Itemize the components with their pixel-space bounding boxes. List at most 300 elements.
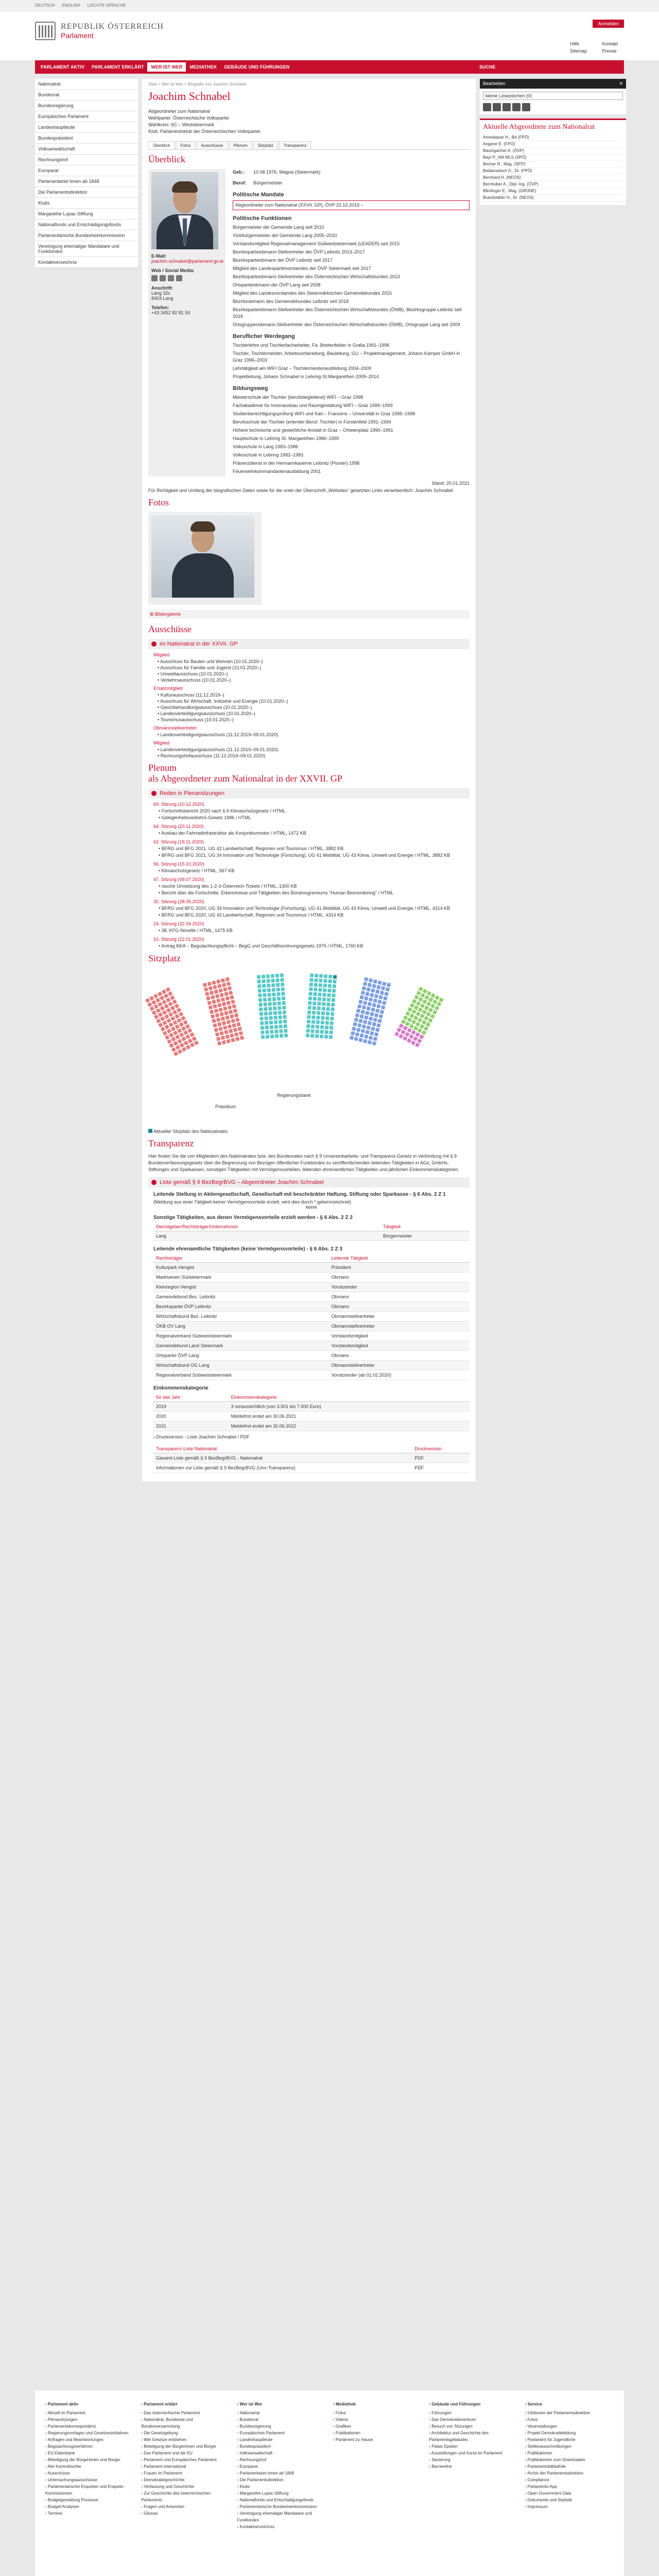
- tab1-empty: keine: [306, 1205, 317, 1210]
- logo-line1: REPUBLIK ÖSTERREICH: [61, 22, 164, 31]
- footer-link[interactable]: › Verfassung und Geschichte: [141, 2483, 230, 2490]
- footer-link[interactable]: › Fotos: [525, 2416, 614, 2423]
- seat: [227, 1020, 231, 1024]
- speech-item[interactable]: • Ausbau der Fahrradinfrastruktur als Konjunkturmotor / HTML, 1472 KB: [159, 830, 470, 836]
- committee-item[interactable]: • Landesverteidigungsausschuss (11.12.2019–09.01.2020): [158, 747, 470, 752]
- seat: [325, 1021, 329, 1025]
- seat: [280, 978, 284, 981]
- footer-heading[interactable]: › Service: [525, 2401, 614, 2408]
- speech-item[interactable]: • Klimaschutzgesetz / HTML, 567 KB: [159, 868, 470, 874]
- footer-link[interactable]: › Wie Gesetze entstehen: [141, 2436, 230, 2443]
- footer-link[interactable]: › Landeshauptleute: [237, 2436, 326, 2443]
- tab4-title: Einkommenskategorie: [153, 1385, 209, 1391]
- table-cell: Vorsitzender: [329, 1282, 470, 1292]
- table-row: [153, 1282, 470, 1292]
- tab-fotos[interactable]: Fotos: [176, 141, 195, 149]
- left-nav: [35, 79, 138, 1481]
- press-link[interactable]: Presse: [602, 48, 617, 54]
- footer-link[interactable]: › Publikationen: [333, 2430, 422, 2436]
- seat-block: [350, 977, 391, 1046]
- seat: [272, 1002, 276, 1005]
- seat: [263, 1003, 267, 1006]
- portrait-image: [151, 172, 218, 249]
- nav-gebaeude[interactable]: GEBÄUDE UND FÜHRUNGEN: [224, 64, 290, 70]
- footer-heading[interactable]: › Mediathek: [333, 2401, 422, 2408]
- seat-block: [145, 987, 199, 1056]
- seat: [376, 1004, 380, 1008]
- footer-link[interactable]: › Termine: [45, 2510, 134, 2517]
- facebook-icon[interactable]: [168, 275, 174, 281]
- photo-gallery-image[interactable]: [148, 512, 262, 605]
- seat: [194, 1040, 199, 1045]
- seat: [222, 1040, 226, 1044]
- footer-link[interactable]: › Parlamentarische Bundesheerkommission: [237, 2503, 326, 2510]
- seat: [310, 1034, 314, 1038]
- footer-link[interactable]: › Das österreichische Parlament: [141, 2410, 230, 2416]
- table-row: [153, 1292, 470, 1302]
- table-cell: Regionalverband Südweststeiermark: [153, 1331, 329, 1341]
- pf-item: Ortsgruppenobmann-Stellvertreter des Österreichischen Wirtschaftsbundes (ÖWB), Ortsgruppe Lang seit 2009: [233, 322, 460, 327]
- seat: [327, 998, 331, 1002]
- session-date[interactable]: 24. Sitzung (22.04.2020): [153, 921, 204, 926]
- footer-link[interactable]: › Europarat: [237, 2463, 326, 2470]
- bi-item: Präsenzdienst in der Hermannkaserne Leibnitz (Pionier) 1998: [233, 461, 360, 466]
- seat: [278, 1015, 282, 1019]
- seat: [239, 1031, 243, 1035]
- seat: [313, 997, 317, 1001]
- seat: [357, 1004, 361, 1008]
- member-item[interactable]: Angerer E. (FPÖ): [483, 141, 623, 148]
- left-nav-item[interactable]: Parlamentarische Bundesheerkommission: [35, 230, 138, 241]
- login-button[interactable]: Anmelden: [593, 20, 624, 28]
- table-cell: 2021: [153, 1421, 229, 1431]
- seat: [329, 1035, 333, 1039]
- footer-link[interactable]: › Anfragen und Beantwortungen: [45, 2436, 134, 2443]
- table-cell: 2019: [153, 1402, 229, 1412]
- speech-item[interactable]: • BFRG und BFG 2020, UG 42 Landwirtschaft, Regionen und Tourismus / HTML, 4314 KB: [159, 912, 470, 918]
- left-nav-item[interactable]: Klubs: [35, 198, 138, 209]
- seat: [415, 1043, 420, 1047]
- seat: [362, 986, 366, 990]
- table-header: Rechtsträger: [153, 1254, 329, 1263]
- bookmark-select[interactable]: kleine Lesezeichen (0): [483, 92, 623, 100]
- footer-link[interactable]: › Parlamentarische Enqueten und Enquete-Kommissionen: [45, 2483, 134, 2497]
- footer-link[interactable]: › Ausschüsse: [45, 2470, 134, 2477]
- seat: [356, 1028, 360, 1032]
- footer-link[interactable]: › Sanierung: [429, 2456, 517, 2463]
- seat: [182, 1047, 186, 1052]
- footer-link[interactable]: › Alle Kontrollrechte: [45, 2463, 134, 2470]
- footer-link[interactable]: › Parlaments-App: [525, 2483, 614, 2490]
- pf-item: Bezirksparteiobmann-Stellvertreter der ÖVP Leibnitz 2013–2017: [233, 249, 365, 255]
- tab-ausschuesse[interactable]: Ausschüsse: [196, 141, 228, 149]
- seat: [257, 984, 261, 988]
- seat: [369, 997, 373, 1002]
- seat: [258, 993, 262, 997]
- logo[interactable]: [35, 22, 624, 40]
- seat: [270, 1030, 273, 1033]
- twitter-icon[interactable]: [160, 275, 166, 281]
- seat: [324, 1035, 328, 1039]
- committee-item[interactable]: • Gleichbehandlungsausschuss (10.01.2020–): [158, 705, 470, 710]
- session-date[interactable]: 64. Sitzung (20.11.2020): [153, 824, 204, 829]
- table-cell: Obmann: [329, 1292, 470, 1302]
- member-item[interactable]: Bernhard H. (NEOS): [483, 175, 623, 181]
- seat: [373, 1018, 377, 1022]
- left-nav-item[interactable]: Rechnungshof: [35, 155, 138, 165]
- seat: [353, 1022, 357, 1026]
- seat: [223, 1025, 227, 1029]
- footer-link[interactable]: › Demokratiegeschichte: [141, 2477, 230, 2483]
- pf-item: Bezirksparteiobmann-Stellvertreter des Österreichischen Wirtschaftsbundes (ÖWB), Bezirksgruppe Leibnitz seit 2018: [233, 307, 462, 319]
- footer-link[interactable]: › Parlament zu Hause: [333, 2436, 422, 2443]
- tab-ueberblick[interactable]: Überblick: [148, 141, 175, 149]
- footer-link[interactable]: › Stellenausschreibungen: [525, 2443, 614, 2450]
- footer-heading[interactable]: › Parlament erklärt: [141, 2401, 230, 2408]
- footer-link[interactable]: › Vereinigung ehemaliger Mandatare und Funktionäre: [237, 2510, 326, 2523]
- committee-item[interactable]: • Kulturausschuss (11.12.2019–): [158, 692, 470, 698]
- footer-link[interactable]: › Europäisches Parlament: [237, 2430, 326, 2436]
- seat: [417, 1039, 422, 1043]
- footer-link[interactable]: › Budgetgestaltung Prozesse: [45, 2497, 134, 2503]
- footer-link[interactable]: › EU-Datenbank: [45, 2450, 134, 2456]
- committee-group: [148, 725, 470, 737]
- footer-link[interactable]: › Palais Epstein: [429, 2443, 517, 2450]
- member-item[interactable]: Bernhuber A., Dipl.-Ing. (ÖVP): [483, 181, 623, 188]
- table-cell: Vorstandsmitglied: [329, 1341, 470, 1351]
- seat: [357, 1023, 361, 1027]
- seat: [222, 1002, 226, 1006]
- seat: [284, 1024, 287, 1028]
- speech-item[interactable]: • rasche Umsetzung des 1-2-3-Österreich-Tickets / HTML, 1300 KB: [159, 883, 470, 889]
- footer-link[interactable]: › Besuch von Sitzungen: [429, 2423, 517, 2430]
- footer-link[interactable]: › Parlament für Jugendliche: [525, 2436, 614, 2443]
- footer-link[interactable]: › Untersuchungsausschüsse: [45, 2477, 134, 2483]
- birth-value: 10.08.1976, Wagna (Steiermark): [253, 170, 321, 175]
- footer-link[interactable]: › Impressum: [525, 2503, 614, 2510]
- speech-item[interactable]: • 38. KFG-Novelle / HTML, 1475 KB: [159, 927, 470, 934]
- table-row: [153, 1402, 470, 1412]
- seat: [308, 1006, 311, 1009]
- seat: [272, 993, 275, 996]
- seat: [282, 1001, 285, 1005]
- committee-item[interactable]: • Ausschuss für Wirtschaft, Industrie und Energie (10.01.2020–): [158, 699, 470, 704]
- facebook-icon[interactable]: [512, 103, 521, 111]
- footer-heading[interactable]: › Wer ist Wer: [237, 2401, 326, 2408]
- seat: [321, 1021, 324, 1024]
- footer-link[interactable]: › Fragen und Antworten: [141, 2503, 230, 2510]
- seat: [225, 977, 229, 981]
- left-nav-item[interactable]: Europäisches Parlament: [35, 111, 138, 122]
- tab1-sub: (Meldung aus einer Tätigkeit keiner Vermögensvorteile erzielt, wird dies durch * gekennzeichnet): [153, 1199, 352, 1205]
- seat: [333, 979, 336, 983]
- committee-item[interactable]: • Verkehrsausschuss (10.01.2020–): [158, 677, 470, 683]
- seat: [207, 1001, 211, 1005]
- page-title: Joachim Schnabel: [148, 90, 231, 103]
- close-icon[interactable]: ✕: [619, 81, 623, 86]
- footer-link[interactable]: › Volksanwaltschaft: [237, 2450, 326, 2456]
- seat: [224, 1011, 228, 1015]
- member-item[interactable]: Brandstätter H., Dr. (NEOS): [483, 195, 623, 201]
- footer-link[interactable]: › Nationalrat, Bundesrat und Bundesversammlung: [141, 2416, 230, 2430]
- footer-link[interactable]: › Die Gesetzgebung: [141, 2430, 230, 2436]
- committee-item[interactable]: • Rechnungshofausschuss (11.12.2019–09.01.2020): [158, 753, 470, 758]
- subline-party: Wahlpartei: Österreichische Volkspartei: [148, 115, 229, 121]
- footer-link[interactable]: › Nationalrat: [237, 2410, 326, 2416]
- seat: [317, 1011, 320, 1014]
- left-nav-item[interactable]: Die Parlamentsdirektion: [35, 187, 138, 198]
- left-nav-item[interactable]: Landeshauptleute: [35, 122, 138, 133]
- footer-link[interactable]: › Parlamentsbibliothek: [525, 2463, 614, 2470]
- seat-legend: [148, 1129, 470, 1134]
- footer-link[interactable]: › Bundespräsident: [237, 2443, 326, 2450]
- pf-item: Bezirksobmann des Gemeindebundes Leibnitz seit 2018: [233, 299, 349, 304]
- bi-item: Hauptschule in Lebring St. Margarethen 1986–1990: [233, 436, 339, 441]
- left-nav-item[interactable]: Volksanwaltschaft: [35, 144, 138, 155]
- left-nav-item[interactable]: Nationalrat: [35, 79, 138, 90]
- member-item[interactable]: Belakowitsch D., Dr. (FPÖ): [483, 168, 623, 175]
- liste-heading[interactable]: [148, 1177, 470, 1188]
- left-nav-item[interactable]: Parlamentarier:innen ab 1848: [35, 176, 138, 187]
- seat: [368, 982, 372, 987]
- seat: [372, 1041, 376, 1045]
- seat: [359, 995, 363, 999]
- footer-link[interactable]: › Die Parlamentsdirektion: [237, 2477, 326, 2483]
- table-cell: PDF: [412, 1453, 470, 1463]
- footer-link[interactable]: › Margarethe Lupac-Stiftung: [237, 2490, 326, 2497]
- table-cell: Vorsitzender (ab 01.02.2020): [329, 1370, 470, 1380]
- seat: [266, 979, 270, 982]
- footer-link[interactable]: › Budget-Analysen: [45, 2503, 134, 2510]
- speech-item[interactable]: • BFRG und BFG 2020, UG 34 Innovation und Technologie (Forschung), UG 41 Mobilität, UG 43 Klima, Umwelt und Energie / HTML, 4314 KB: [159, 905, 470, 911]
- seat: [366, 1006, 370, 1010]
- mail-icon[interactable]: [493, 103, 501, 111]
- footer-link[interactable]: › Archiv der Parlamentsdirektion: [525, 2470, 614, 2477]
- footer-link[interactable]: › Videos: [333, 2416, 422, 2423]
- seat: [369, 1036, 373, 1040]
- footer-link[interactable]: › Bundesrat: [237, 2416, 326, 2423]
- seat: [257, 975, 261, 978]
- seat: [218, 1027, 222, 1031]
- seat: [265, 1030, 269, 1034]
- seat: [229, 1010, 233, 1014]
- footer-link[interactable]: › Open Government Data: [525, 2490, 614, 2497]
- search-button[interactable]: SUCHE: [476, 64, 499, 70]
- nav-parlament-aktiv[interactable]: PARLAMENT AKTIV: [41, 64, 84, 70]
- footer-link[interactable]: › Bundesregierung: [237, 2423, 326, 2430]
- left-nav-item[interactable]: Bundesregierung: [35, 100, 138, 111]
- contact-link[interactable]: Kontakt: [602, 41, 618, 46]
- footer-link[interactable]: › Regierungsvorlagen und Gesetzesinitiativen: [45, 2430, 134, 2436]
- bildergalerie-link[interactable]: [148, 610, 470, 619]
- seat: [354, 1018, 358, 1022]
- footer-link[interactable]: › Grafiken: [333, 2423, 422, 2430]
- footer-link[interactable]: › Fotos: [333, 2410, 422, 2416]
- seat: [369, 978, 373, 982]
- seat: [322, 993, 326, 996]
- druck-link[interactable]: [153, 1434, 470, 1439]
- footer-link[interactable]: › Zur Geschichte des österreichischen Parlaments: [141, 2490, 230, 2503]
- seat: [439, 997, 443, 1002]
- left-nav-item[interactable]: Bundesrat: [35, 90, 138, 100]
- nav-parlament-erklaert[interactable]: PARLAMENT ERKLÄRT: [92, 64, 144, 70]
- speech-item[interactable]: • Bericht über die Fortschritte, Erkenntnisse und Tätigkeiten des Bündnisgremiums "Human Biomonitoring" / HTML: [159, 890, 470, 896]
- seat: [228, 986, 232, 990]
- seat-block: [257, 973, 288, 1039]
- reden-heading[interactable]: [148, 788, 470, 799]
- footer-link[interactable]: › Projekt Demokratiebildung: [525, 2430, 614, 2436]
- left-nav-item[interactable]: Kontaktverzeichnis: [35, 257, 138, 268]
- help-link[interactable]: Hilfe: [569, 41, 579, 46]
- seat: [307, 1010, 311, 1014]
- committee-item[interactable]: • Umweltausschuss (10.01.2020–): [158, 671, 470, 676]
- bw-item: Tischlerlehre und Tischlerfacharbeiter, Fa. Breitenfelder in Gralla 1991–1996: [233, 343, 390, 348]
- footer-link[interactable]: › Barrierefrei: [429, 2463, 517, 2470]
- committee-item[interactable]: • Ausschuss für Bauten und Wohnen (10.01.2020–): [158, 659, 470, 664]
- member-item[interactable]: Baumgartner A. (ÖVP): [483, 148, 623, 155]
- seat: [271, 984, 275, 987]
- footer-link[interactable]: › Parlament international: [141, 2463, 230, 2470]
- website-icon[interactable]: [151, 275, 158, 281]
- footer-link[interactable]: › Beteiligung der Bürgerinnen und Bürger: [141, 2443, 230, 2450]
- seat: [323, 984, 327, 987]
- instagram-icon[interactable]: [176, 275, 182, 281]
- seat: [350, 1036, 354, 1040]
- left-nav-item[interactable]: Margarethe Lupac-Stiftung: [35, 209, 138, 219]
- footer-link[interactable]: › Frauen im Parlament: [141, 2470, 230, 2477]
- tab-transparenz[interactable]: Transparenz: [279, 141, 311, 149]
- table-cell: Obmann: [329, 1273, 470, 1282]
- footer-link[interactable]: › Klubs: [237, 2483, 326, 2490]
- tab-sitzplatz[interactable]: Sitzplatz: [253, 141, 278, 149]
- footer-link[interactable]: › Publikationen zum Downloaden: [525, 2456, 614, 2463]
- committee-item[interactable]: • Tourismusausschuss (10.01.2020–): [158, 717, 470, 722]
- footer-heading[interactable]: › Gebäude und Führungen: [429, 2401, 517, 2408]
- footer-link[interactable]: › Veranstaltungen: [525, 2423, 614, 2430]
- session-date[interactable]: 56. Sitzung (15.10.2020): [153, 861, 204, 867]
- speech-item[interactable]: • Antrag 84/A – Begutachtungspflicht – BegG und Geschäftsordnungsgesetz 1975 / HTML, 1760 KB: [159, 943, 470, 949]
- left-nav-item[interactable]: Nationalfonds und Entschädigungsfonds: [35, 219, 138, 230]
- lang-leichte-sprache[interactable]: LEICHTE SPRACHE: [87, 3, 126, 8]
- footer-link[interactable]: › Ausstellungen und Kunst im Parlament: [429, 2450, 517, 2456]
- lang-deutsch[interactable]: DEUTSCH: [35, 3, 55, 8]
- session-date[interactable]: 62. Sitzung (19.11.2020): [153, 839, 204, 844]
- seat: [284, 1033, 288, 1037]
- left-nav-item[interactable]: Europarat: [35, 165, 138, 176]
- seat: [315, 1034, 319, 1038]
- seat: [324, 974, 327, 978]
- seat: [372, 1003, 376, 1007]
- nav-mediathek[interactable]: MEDIATHEK: [189, 64, 217, 70]
- sitemap-link[interactable]: Sitemap: [569, 48, 587, 54]
- email-label: E-Mail:: [151, 253, 167, 259]
- member-item[interactable]: Blimlinger E., Mag. (GRÜNE): [483, 188, 623, 195]
- seat: [273, 1015, 277, 1019]
- committee-item[interactable]: • Landesverteidigungsausschuss (11.12.2019–09.01.2020): [158, 732, 470, 737]
- footer-link[interactable]: › Architektur und Geschichte des Parlamentsgebäudes: [429, 2430, 517, 2443]
- seat: [278, 1006, 281, 1010]
- session-date[interactable]: 32. Sitzung (28.05.2020): [153, 899, 204, 904]
- speech-item[interactable]: • Gelegenheitsverkehrs-Gesetz 1996 / HTML: [159, 815, 470, 821]
- seat: [269, 1011, 272, 1015]
- seat-block: [306, 973, 337, 1039]
- tab-plenum[interactable]: Plenum: [229, 141, 252, 149]
- left-nav-item[interactable]: Bundespräsident: [35, 133, 138, 144]
- footer-link[interactable]: › Glossar: [141, 2510, 230, 2517]
- footer-link[interactable]: › Führungen: [429, 2410, 517, 2416]
- seat: [332, 998, 335, 1002]
- twitter-icon[interactable]: [522, 103, 530, 111]
- footer-link[interactable]: › Publikationen: [525, 2450, 614, 2456]
- footer-link[interactable]: › Parlament und Europäisches Parlament: [141, 2456, 230, 2463]
- member-item[interactable]: Becher R., Mag. (SPÖ): [483, 161, 623, 168]
- seat: [224, 1030, 228, 1034]
- footer-link[interactable]: › Nationalfonds und Entschädigungsfonds: [237, 2497, 326, 2503]
- footer-link[interactable]: › Das Parlament und die EU: [141, 2450, 230, 2456]
- table-cell: Gemeindebund Land Steiermark: [153, 1341, 329, 1351]
- committee-item[interactable]: • Landesverteidigungsausschuss (10.01.2020–): [158, 711, 470, 716]
- seat: [215, 1032, 219, 1036]
- footer-heading[interactable]: › Parlament aktiv: [45, 2401, 134, 2408]
- seat: [230, 995, 234, 999]
- profession-value: Bürgermeister: [253, 180, 283, 185]
- lang-english[interactable]: ENGLISH: [62, 3, 80, 8]
- nav-wer-ist-wer[interactable]: WER IST WER: [147, 62, 186, 72]
- seat: [325, 1026, 328, 1029]
- ueberblick-heading: Überblick: [148, 154, 185, 164]
- speech-item[interactable]: • Fortschrittsbericht 2020 nach § 6 Klimaschutzgesetz / HTML: [159, 808, 470, 814]
- speech-item[interactable]: • BFRG und BFG 2021, UG 34 Innovation und Technologie (Forschung), UG 41 Mobilität, UG 43 Klima, Umwelt und Energie / HTML, 3882 KB: [159, 852, 470, 858]
- email-link[interactable]: joachim.schnabel@parlament.gv.at: [151, 259, 224, 264]
- seat: [313, 992, 317, 996]
- committee-item[interactable]: • Ausschuss für Familie und Jugend (10.01.2020–): [158, 665, 470, 670]
- member-item[interactable]: Bayr P., MA MLS (SPÖ): [483, 155, 623, 161]
- seat: [308, 996, 312, 1000]
- ausschuesse-subheading-label: im Nationalrat in der XXVII. GP: [160, 641, 238, 647]
- seat: [358, 999, 362, 1004]
- speech-item[interactable]: • BFRG und BFG 2021, UG 42 Landwirtschaft, Regionen und Tourismus / HTML, 3882 KB: [159, 845, 470, 852]
- left-nav-item[interactable]: Vereinigung ehemaliger Mandatare und Funktionäre: [35, 241, 138, 257]
- footer-link[interactable]: › Aktuell im Parlament: [45, 2410, 134, 2416]
- seat: [269, 1021, 273, 1024]
- seat: [386, 987, 390, 991]
- session-date[interactable]: 47. Sitzung (09.07.2020): [153, 877, 204, 882]
- footer-link[interactable]: › Parlamentarier:innen ab 1848: [237, 2470, 326, 2477]
- seat: [231, 1038, 235, 1042]
- footer-link[interactable]: › Beteiligung der Bürgerinnen und Bürger: [45, 2456, 134, 2463]
- session-date[interactable]: 69. Sitzung (10.12.2020): [153, 802, 204, 807]
- session-date[interactable]: 10. Sitzung (22.01.2020): [153, 937, 204, 942]
- footer-link[interactable]: › Dokumente und Statistik: [525, 2497, 614, 2503]
- footer-link[interactable]: › Rechnungshof: [237, 2456, 326, 2463]
- quicklinks: [570, 40, 587, 55]
- footer-link[interactable]: › Compliance: [525, 2477, 614, 2483]
- footer-link[interactable]: › Das Demokratiezentrum: [429, 2416, 517, 2423]
- ausschuesse-subheading[interactable]: [148, 639, 470, 649]
- footer-link[interactable]: › Parlamentskorrespondenz: [45, 2423, 134, 2430]
- bi-item: Volksschule in Lang 1983–1986: [233, 444, 299, 449]
- share-icon[interactable]: [502, 103, 511, 111]
- seat: [326, 1007, 330, 1011]
- print-icon[interactable]: [483, 103, 491, 111]
- footer-link[interactable]: › Infoboxen der Parlamentsdirektion: [525, 2410, 614, 2416]
- footer-link[interactable]: › Plenarsitzungen: [45, 2416, 134, 2423]
- footer-link[interactable]: › Kontaktverzeichnis: [237, 2523, 326, 2530]
- seat: [270, 1025, 273, 1029]
- seat: [272, 997, 276, 1001]
- member-item[interactable]: Amesbauer H., BA (FPÖ): [483, 134, 623, 141]
- footer-link[interactable]: › Begutachtungsverfahren: [45, 2443, 134, 2450]
